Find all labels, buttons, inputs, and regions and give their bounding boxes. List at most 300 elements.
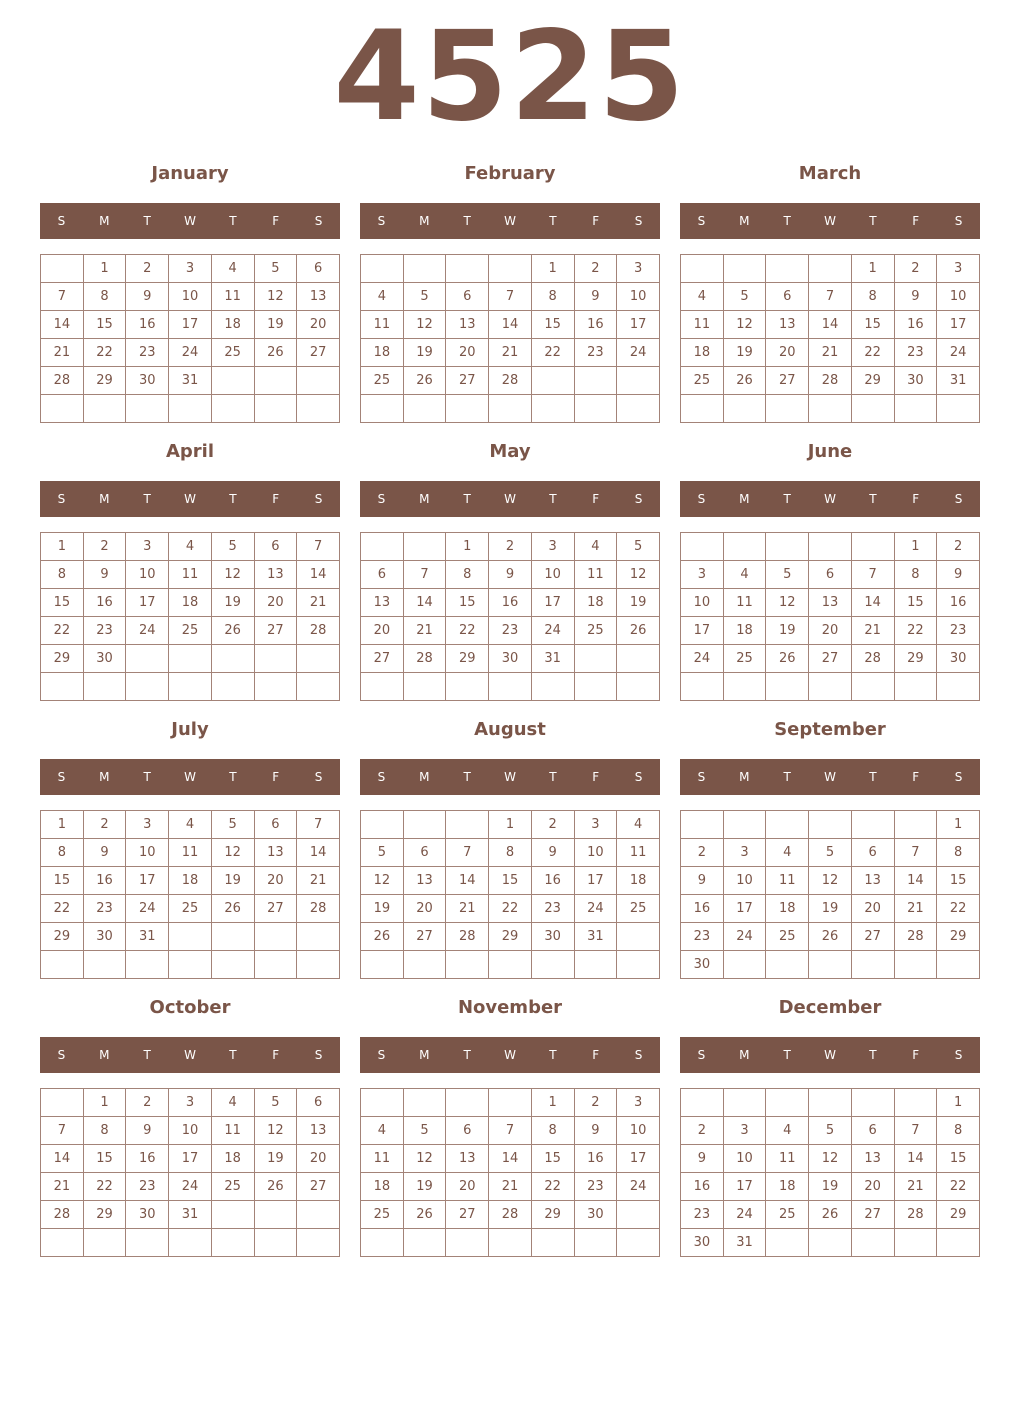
day-cell: 6	[254, 533, 297, 561]
month-title: April	[165, 441, 215, 462]
week-row	[361, 589, 660, 617]
day-cell: 30	[83, 645, 126, 673]
day-cell: 29	[41, 645, 84, 673]
day-cell: 12	[617, 561, 660, 589]
empty-cell	[403, 395, 446, 423]
day-cell: 20	[361, 617, 404, 645]
week-row	[361, 811, 660, 839]
empty-cell	[766, 395, 809, 423]
day-cell: 10	[617, 1117, 660, 1145]
empty-cell	[851, 673, 894, 701]
empty-cell	[169, 1229, 212, 1257]
empty-cell	[297, 367, 340, 395]
weekday-label: F	[912, 1048, 920, 1062]
week-row	[361, 673, 660, 701]
weekday-label: W	[504, 492, 516, 506]
week-row	[681, 255, 980, 283]
empty-cell	[766, 1229, 809, 1257]
day-cell: 2	[126, 1089, 169, 1117]
month-may	[360, 437, 660, 705]
day-cell: 14	[403, 589, 446, 617]
weekday-label: M	[739, 214, 750, 228]
day-cell: 5	[809, 839, 852, 867]
empty-cell	[809, 1089, 852, 1117]
empty-cell	[617, 367, 660, 395]
day-cell: 23	[489, 617, 532, 645]
month-december	[680, 993, 980, 1261]
empty-cell	[83, 1229, 126, 1257]
week-row	[361, 255, 660, 283]
weekday-label: S	[634, 214, 643, 228]
day-cell: 11	[211, 283, 254, 311]
week-row	[681, 951, 980, 979]
weekday-label: F	[272, 1048, 280, 1062]
weekday-header	[40, 759, 340, 795]
weekday-label: F	[272, 770, 280, 784]
day-cell: 10	[681, 589, 724, 617]
day-cell: 18	[723, 617, 766, 645]
week-row	[361, 1201, 660, 1229]
day-cell: 25	[169, 895, 212, 923]
week-row	[681, 1117, 980, 1145]
day-cell: 28	[297, 617, 340, 645]
day-cell: 22	[894, 617, 937, 645]
day-cell: 1	[851, 255, 894, 283]
empty-cell	[41, 673, 84, 701]
day-cell: 12	[211, 839, 254, 867]
day-cell: 24	[574, 895, 617, 923]
day-cell: 24	[723, 923, 766, 951]
day-cell: 3	[723, 1117, 766, 1145]
day-cell: 8	[41, 839, 84, 867]
day-cell: 13	[446, 311, 489, 339]
day-cell: 28	[489, 1201, 532, 1229]
day-cell: 7	[297, 811, 340, 839]
day-cell: 27	[851, 923, 894, 951]
day-cell: 6	[297, 1089, 340, 1117]
day-cell: 25	[361, 367, 404, 395]
empty-cell	[894, 951, 937, 979]
week-row	[41, 923, 340, 951]
empty-cell	[83, 673, 126, 701]
day-cell: 22	[446, 617, 489, 645]
day-cell: 18	[766, 1173, 809, 1201]
weekday-label: S	[314, 214, 323, 228]
empty-cell	[617, 1201, 660, 1229]
day-cell: 24	[681, 645, 724, 673]
day-cell: 6	[446, 283, 489, 311]
week-row	[41, 1089, 340, 1117]
empty-cell	[126, 395, 169, 423]
day-cell: 9	[681, 1145, 724, 1173]
day-cell: 3	[574, 811, 617, 839]
day-cell: 27	[297, 1173, 340, 1201]
day-cell: 10	[169, 283, 212, 311]
empty-cell	[489, 255, 532, 283]
empty-cell	[574, 951, 617, 979]
empty-cell	[361, 951, 404, 979]
week-row	[361, 395, 660, 423]
day-cell: 30	[894, 367, 937, 395]
day-cell: 1	[937, 811, 980, 839]
day-cell: 12	[403, 1145, 446, 1173]
weekday-label: T	[869, 214, 877, 228]
empty-cell	[446, 1089, 489, 1117]
day-cell: 19	[211, 589, 254, 617]
day-cell: 23	[937, 617, 980, 645]
day-cell: 9	[126, 1117, 169, 1145]
day-cell: 25	[681, 367, 724, 395]
day-cell: 17	[126, 589, 169, 617]
weekday-label: S	[954, 214, 963, 228]
day-cell: 26	[403, 367, 446, 395]
day-cell: 5	[211, 811, 254, 839]
empty-cell	[403, 533, 446, 561]
day-cell: 1	[41, 811, 84, 839]
weekday-label: S	[954, 1048, 963, 1062]
day-grid	[360, 1088, 660, 1257]
day-cell: 15	[937, 1145, 980, 1173]
day-cell: 1	[531, 255, 574, 283]
day-cell: 4	[169, 811, 212, 839]
week-row	[361, 839, 660, 867]
day-cell: 19	[809, 895, 852, 923]
day-cell: 29	[83, 367, 126, 395]
day-cell: 8	[531, 1117, 574, 1145]
day-cell: 19	[403, 339, 446, 367]
week-row	[41, 1173, 340, 1201]
weekday-label: T	[783, 770, 791, 784]
day-cell: 21	[446, 895, 489, 923]
empty-cell	[766, 255, 809, 283]
empty-cell	[297, 1201, 340, 1229]
empty-cell	[297, 1229, 340, 1257]
day-cell: 9	[574, 1117, 617, 1145]
weekday-label: F	[912, 492, 920, 506]
day-cell: 9	[894, 283, 937, 311]
empty-cell	[446, 673, 489, 701]
weekday-label: M	[419, 214, 430, 228]
empty-cell	[446, 811, 489, 839]
weekday-label: T	[783, 214, 791, 228]
empty-cell	[297, 951, 340, 979]
weekday-label: S	[314, 770, 323, 784]
empty-cell	[254, 923, 297, 951]
day-cell: 20	[851, 895, 894, 923]
day-cell: 31	[169, 1201, 212, 1229]
empty-cell	[297, 395, 340, 423]
day-cell: 9	[681, 867, 724, 895]
day-cell: 11	[361, 311, 404, 339]
day-cell: 16	[489, 589, 532, 617]
day-cell: 26	[254, 339, 297, 367]
weekday-header	[680, 481, 980, 517]
month-november	[360, 993, 660, 1261]
empty-cell	[361, 533, 404, 561]
empty-cell	[361, 811, 404, 839]
month-title: July	[171, 719, 209, 740]
empty-cell	[41, 1089, 84, 1117]
day-cell: 27	[297, 339, 340, 367]
month-title: June	[807, 441, 853, 462]
day-grid	[360, 254, 660, 423]
weekday-label: S	[697, 1048, 706, 1062]
weekday-label: T	[229, 214, 237, 228]
weekday-label: S	[634, 770, 643, 784]
day-cell: 19	[254, 311, 297, 339]
empty-cell	[489, 951, 532, 979]
empty-cell	[723, 673, 766, 701]
day-cell: 19	[766, 617, 809, 645]
day-cell: 26	[723, 367, 766, 395]
empty-cell	[809, 951, 852, 979]
day-cell: 19	[403, 1173, 446, 1201]
weekday-header	[40, 203, 340, 239]
weekday-label: F	[592, 214, 600, 228]
empty-cell	[617, 951, 660, 979]
day-cell: 8	[83, 1117, 126, 1145]
day-cell: 11	[211, 1117, 254, 1145]
empty-cell	[809, 673, 852, 701]
day-cell: 18	[766, 895, 809, 923]
day-cell: 15	[851, 311, 894, 339]
empty-cell	[809, 395, 852, 423]
empty-cell	[126, 645, 169, 673]
empty-cell	[766, 811, 809, 839]
day-cell: 20	[297, 311, 340, 339]
day-cell: 30	[531, 923, 574, 951]
empty-cell	[254, 645, 297, 673]
week-row	[681, 811, 980, 839]
calendar-year: 4525	[333, 5, 687, 149]
day-cell: 27	[254, 617, 297, 645]
day-cell: 18	[361, 339, 404, 367]
day-grid	[40, 532, 340, 701]
week-row	[41, 589, 340, 617]
empty-cell	[617, 1229, 660, 1257]
empty-cell	[809, 1229, 852, 1257]
empty-cell	[531, 395, 574, 423]
day-cell: 4	[766, 1117, 809, 1145]
week-row	[361, 339, 660, 367]
empty-cell	[41, 1229, 84, 1257]
week-row	[361, 1145, 660, 1173]
weekday-label: W	[824, 214, 836, 228]
day-cell: 17	[126, 867, 169, 895]
day-cell: 13	[254, 839, 297, 867]
week-row	[41, 311, 340, 339]
empty-cell	[169, 395, 212, 423]
weekday-label: S	[634, 492, 643, 506]
day-cell: 17	[937, 311, 980, 339]
day-cell: 12	[254, 1117, 297, 1145]
day-cell: 3	[126, 533, 169, 561]
empty-cell	[851, 811, 894, 839]
day-cell: 3	[681, 561, 724, 589]
day-cell: 20	[809, 617, 852, 645]
week-row	[361, 617, 660, 645]
day-cell: 21	[297, 589, 340, 617]
empty-cell	[723, 395, 766, 423]
day-cell: 2	[83, 811, 126, 839]
day-cell: 4	[723, 561, 766, 589]
day-cell: 2	[83, 533, 126, 561]
day-cell: 27	[254, 895, 297, 923]
empty-cell	[211, 1201, 254, 1229]
weekday-label: F	[272, 492, 280, 506]
day-cell: 23	[681, 923, 724, 951]
day-cell: 31	[723, 1229, 766, 1257]
day-cell: 27	[361, 645, 404, 673]
day-cell: 1	[489, 811, 532, 839]
day-cell: 24	[937, 339, 980, 367]
day-cell: 17	[169, 311, 212, 339]
day-cell: 25	[723, 645, 766, 673]
day-cell: 15	[41, 867, 84, 895]
day-cell: 30	[83, 923, 126, 951]
day-cell: 12	[809, 1145, 852, 1173]
day-cell: 27	[446, 1201, 489, 1229]
day-cell: 4	[361, 283, 404, 311]
day-cell: 3	[617, 255, 660, 283]
weekday-label: W	[504, 1048, 516, 1062]
day-cell: 21	[809, 339, 852, 367]
empty-cell	[574, 395, 617, 423]
week-row	[41, 1117, 340, 1145]
day-cell: 19	[361, 895, 404, 923]
weekday-label: T	[869, 770, 877, 784]
empty-cell	[41, 951, 84, 979]
day-cell: 7	[446, 839, 489, 867]
day-cell: 29	[894, 645, 937, 673]
empty-cell	[531, 1229, 574, 1257]
day-cell: 22	[41, 895, 84, 923]
empty-cell	[574, 1229, 617, 1257]
day-cell: 31	[531, 645, 574, 673]
empty-cell	[723, 951, 766, 979]
day-cell: 21	[489, 1173, 532, 1201]
month-title: October	[149, 997, 231, 1018]
day-cell: 2	[574, 255, 617, 283]
day-cell: 10	[126, 839, 169, 867]
day-cell: 14	[489, 311, 532, 339]
weekday-label: F	[912, 214, 920, 228]
week-row	[361, 561, 660, 589]
day-cell: 12	[211, 561, 254, 589]
day-cell: 9	[126, 283, 169, 311]
day-cell: 22	[851, 339, 894, 367]
week-row	[681, 1089, 980, 1117]
day-cell: 24	[169, 1173, 212, 1201]
day-cell: 23	[681, 1201, 724, 1229]
day-cell: 13	[851, 867, 894, 895]
week-row	[361, 895, 660, 923]
day-cell: 1	[531, 1089, 574, 1117]
day-cell: 29	[83, 1201, 126, 1229]
day-cell: 15	[894, 589, 937, 617]
day-cell: 2	[574, 1089, 617, 1117]
day-cell: 5	[361, 839, 404, 867]
day-cell: 8	[531, 283, 574, 311]
day-cell: 24	[169, 339, 212, 367]
empty-cell	[254, 367, 297, 395]
empty-cell	[254, 1229, 297, 1257]
day-cell: 8	[446, 561, 489, 589]
empty-cell	[446, 951, 489, 979]
day-cell: 17	[617, 311, 660, 339]
day-cell: 26	[211, 617, 254, 645]
week-row	[41, 395, 340, 423]
day-cell: 5	[766, 561, 809, 589]
weekday-label: S	[314, 1048, 323, 1062]
day-cell: 5	[403, 283, 446, 311]
empty-cell	[403, 951, 446, 979]
day-cell: 2	[681, 1117, 724, 1145]
day-cell: 21	[894, 895, 937, 923]
day-grid	[680, 254, 980, 423]
day-cell: 26	[211, 895, 254, 923]
weekday-label: W	[504, 214, 516, 228]
week-row	[681, 645, 980, 673]
weekday-label: W	[184, 214, 196, 228]
day-cell: 18	[681, 339, 724, 367]
day-cell: 23	[574, 1173, 617, 1201]
empty-cell	[937, 395, 980, 423]
empty-cell	[211, 367, 254, 395]
week-row	[681, 1173, 980, 1201]
week-row	[681, 923, 980, 951]
day-cell: 10	[126, 561, 169, 589]
weekday-label: S	[377, 214, 386, 228]
day-cell: 5	[254, 1089, 297, 1117]
empty-cell	[681, 255, 724, 283]
month-april	[40, 437, 340, 705]
day-cell: 21	[403, 617, 446, 645]
day-cell: 17	[681, 617, 724, 645]
week-row	[41, 839, 340, 867]
week-row	[41, 339, 340, 367]
day-cell: 15	[41, 589, 84, 617]
day-cell: 17	[723, 895, 766, 923]
day-cell: 3	[126, 811, 169, 839]
weekday-label: S	[697, 770, 706, 784]
day-cell: 7	[851, 561, 894, 589]
empty-cell	[723, 811, 766, 839]
day-cell: 25	[766, 1201, 809, 1229]
day-cell: 1	[83, 1089, 126, 1117]
empty-cell	[851, 533, 894, 561]
day-cell: 11	[766, 867, 809, 895]
weekday-label: T	[549, 492, 557, 506]
day-cell: 9	[83, 839, 126, 867]
month-june	[680, 437, 980, 705]
day-cell: 3	[723, 839, 766, 867]
empty-cell	[126, 1229, 169, 1257]
empty-cell	[361, 1089, 404, 1117]
day-cell: 14	[41, 1145, 84, 1173]
empty-cell	[851, 1229, 894, 1257]
weekday-label: S	[57, 1048, 66, 1062]
day-cell: 4	[681, 283, 724, 311]
empty-cell	[297, 923, 340, 951]
day-cell: 5	[617, 533, 660, 561]
day-cell: 13	[361, 589, 404, 617]
month-title: January	[151, 163, 229, 184]
day-cell: 11	[169, 561, 212, 589]
day-cell: 2	[894, 255, 937, 283]
day-cell: 20	[403, 895, 446, 923]
weekday-label: T	[549, 214, 557, 228]
